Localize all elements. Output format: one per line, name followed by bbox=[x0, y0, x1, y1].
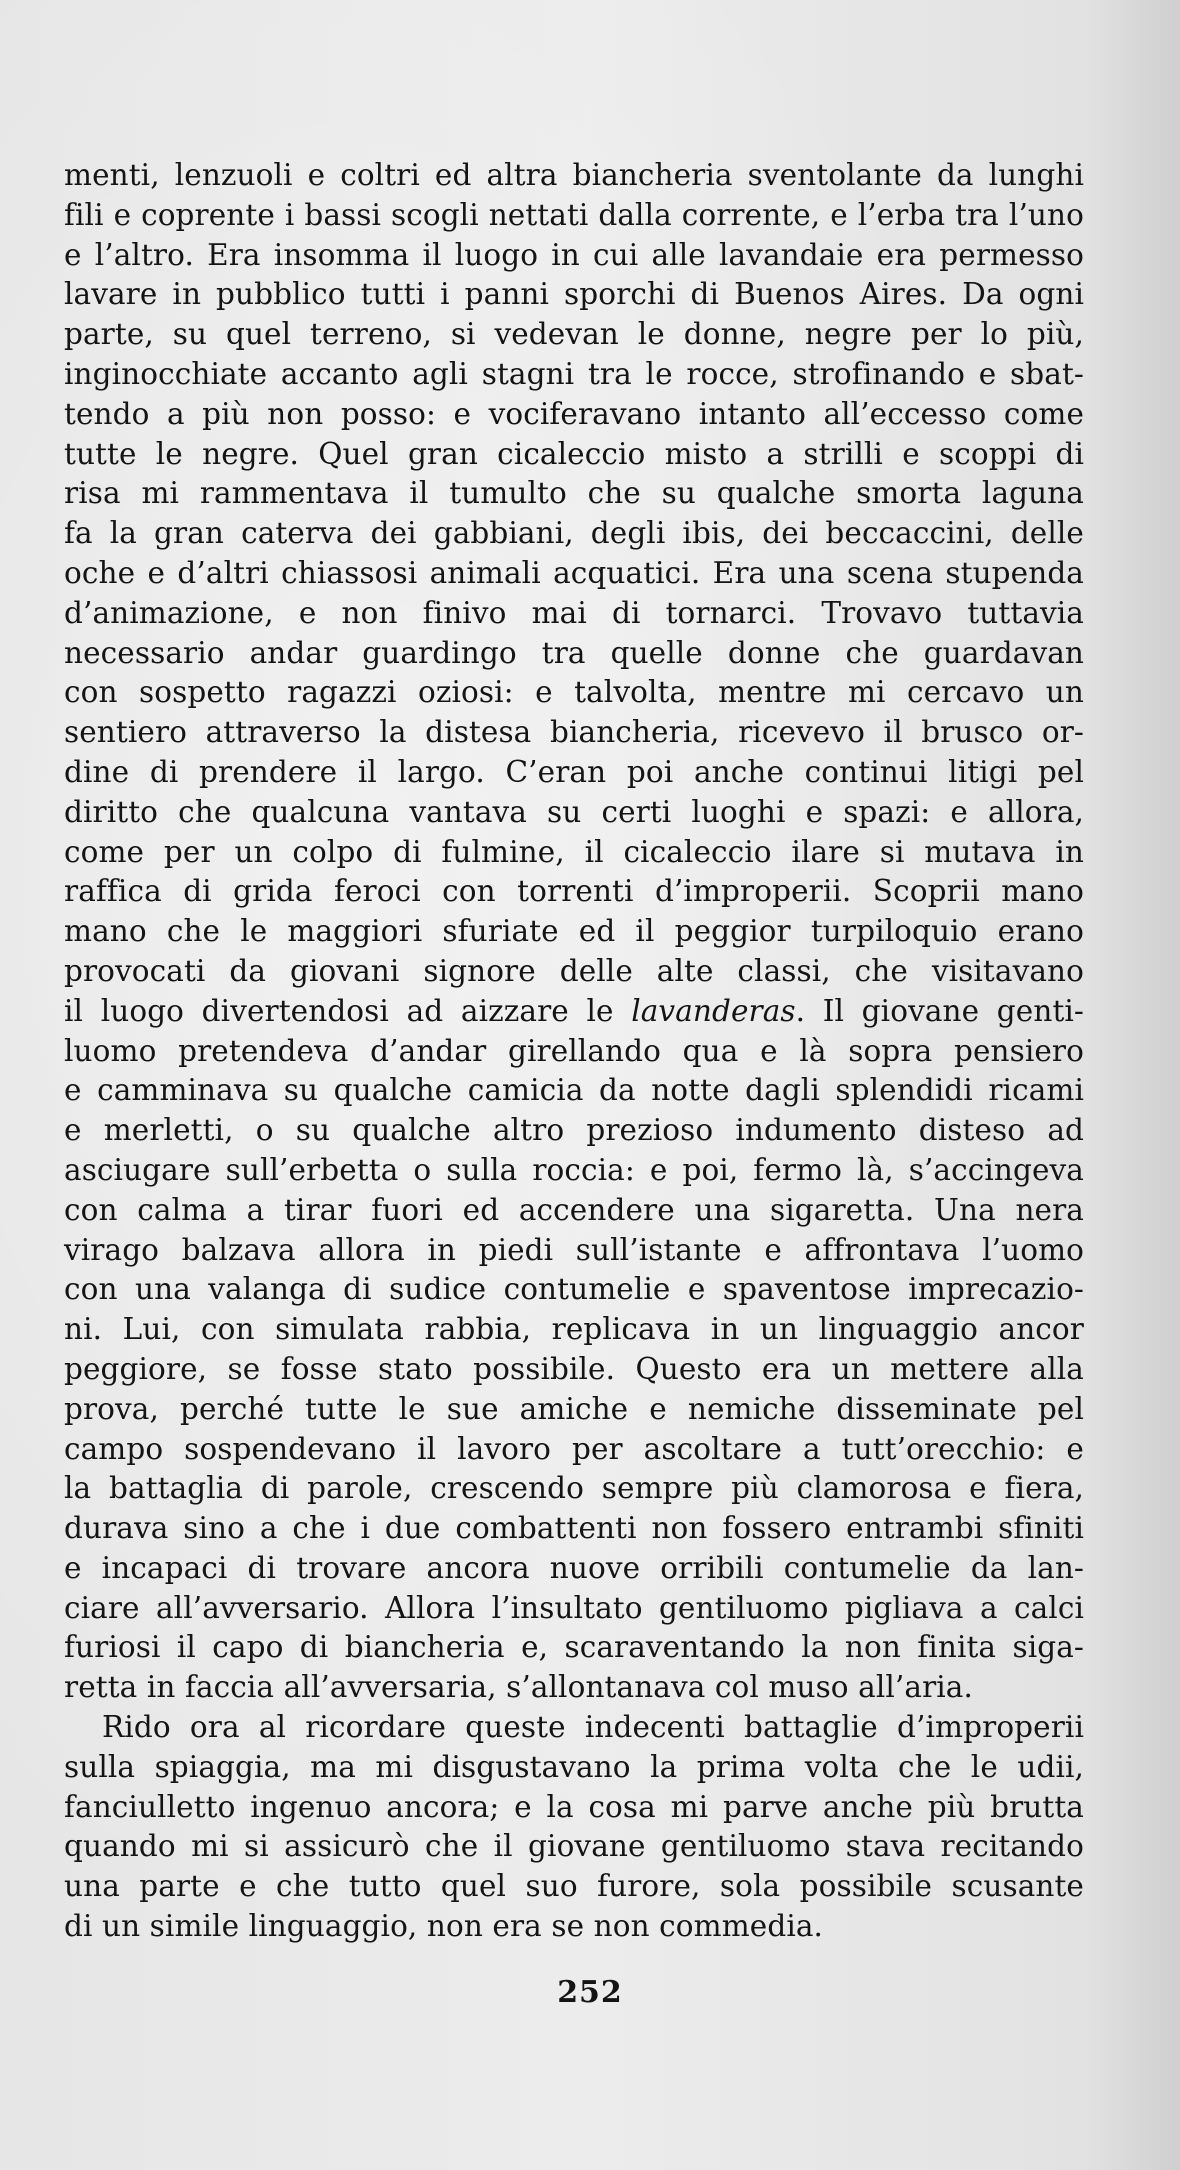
text-line: risa mi rammentava il tumulto che su qualche smorta laguna bbox=[64, 476, 1084, 511]
text-line: fanciulletto ingenuo ancora; e la cosa mi parve anche più brutta bbox=[64, 1789, 1084, 1824]
text-line: sentiero attraverso la distesa biancheria, ricevevo il brusco or- bbox=[64, 715, 1084, 750]
text-line: lavare in pubblico tutti i panni sporchi di Buenos Aires. Da ogni bbox=[64, 277, 1084, 312]
text-line: e camminava su qualche camicia da notte dagli splendidi ricami bbox=[64, 1073, 1084, 1108]
text-line: come per un colpo di fulmine, il cicaleccio ilare si mutava in bbox=[64, 834, 1084, 869]
text-line: sulla spiaggia, ma mi disgustavano la prima volta che le udii, bbox=[64, 1749, 1084, 1784]
text-line: ni. Lui, con simulata rabbia, replicava in un linguaggio ancor bbox=[64, 1312, 1084, 1347]
text-line: fili e coprente i bassi scogli nettati dalla corrente, e l’erba tra l’uno bbox=[64, 197, 1084, 232]
text-line: virago balzava allora in piedi sull’istante e affrontava l’uomo bbox=[64, 1232, 1084, 1267]
text-line: quando mi si assicurò che il giovane gentiluomo stava recitando bbox=[64, 1829, 1084, 1864]
text-line: prova, perché tutte le sue amiche e nemiche disseminate pel bbox=[64, 1391, 1084, 1426]
page-number: 252 bbox=[557, 1975, 623, 2010]
text-segment: il luogo divertendosi ad aizzare le bbox=[64, 993, 632, 1028]
text-line: asciugare sull’erbetta o sulla roccia: e poi, fermo là, s’accingeva bbox=[64, 1152, 1084, 1187]
text-line: di un simile linguaggio, non era se non commedia. bbox=[64, 1909, 824, 1944]
text-line: peggiore, se fosse stato possibile. Questo era un mettere alla bbox=[64, 1351, 1084, 1386]
text-line: parte, su quel terreno, si vedevan le donne, negre per lo più, bbox=[64, 317, 1084, 352]
text-line: campo sospendevano il lavoro per ascoltare a tutt’orecchio: e bbox=[64, 1431, 1084, 1466]
text-line: e incapaci di trovare ancora nuove orribili contumelie da lan- bbox=[64, 1550, 1084, 1585]
text-line: raffica di grida feroci con torrenti d’improperii. Scoprii mano bbox=[64, 874, 1084, 909]
text-line: Rido ora al ricordare queste indecenti battaglie d’improperii bbox=[102, 1710, 1084, 1745]
text-line: con una valanga di sudice contumelie e spaventose imprecazio- bbox=[64, 1272, 1084, 1307]
text-line: tendo a più non posso: e vociferavano intanto all’eccesso come bbox=[64, 396, 1084, 431]
text-line: e l’altro. Era insomma il luogo in cui alle lavandaie era permesso bbox=[64, 237, 1084, 272]
text-line: la battaglia di parole, crescendo sempre più clamorosa e fiera, bbox=[64, 1471, 1084, 1506]
text-line: inginocchiate accanto agli stagni tra le rocce, strofinando e sbat- bbox=[64, 356, 1084, 391]
text-line: diritto che qualcuna vantava su certi luoghi e spazi: e allora, bbox=[64, 794, 1084, 829]
text-line: retta in faccia all’avversaria, s’allontanava col muso all’aria. bbox=[64, 1670, 973, 1705]
text-line: ciare all’avversario. Allora l’insultato gentiluomo pigliava a calci bbox=[64, 1590, 1084, 1625]
text-line: provocati da giovani signore delle alte classi, che visitavano bbox=[64, 953, 1084, 988]
text-line: una parte e che tutto quel suo furore, sola possibile scusante bbox=[64, 1869, 1084, 1904]
text-line: tutte le negre. Quel gran cicaleccio misto a strilli e scoppi di bbox=[64, 436, 1084, 471]
text-line: oche e d’altri chiassosi animali acquatici. Era una scena stupenda bbox=[64, 555, 1084, 590]
text-segment: . Il giovane genti- bbox=[795, 993, 1085, 1028]
text-line: d’animazione, e non finivo mai di tornarci. Trovavo tuttavia bbox=[64, 595, 1084, 630]
italic-term: lavanderas bbox=[631, 993, 796, 1028]
text-line: durava sino a che i due combattenti non fossero entrambi sfiniti bbox=[64, 1511, 1084, 1546]
text-line: con calma a tirar fuori ed accendere una sigaretta. Una nera bbox=[64, 1192, 1084, 1227]
text-line: luomo pretendeva d’andar girellando qua e là sopra pensiero bbox=[64, 1033, 1084, 1068]
text-line: mano che le maggiori sfuriate ed il peggior turpiloquio erano bbox=[64, 914, 1084, 949]
body-text bbox=[64, 156, 1084, 1947]
text-line: menti, lenzuoli e coltri ed altra biancheria sventolante da lunghi bbox=[64, 158, 1084, 192]
paragraph bbox=[64, 156, 1084, 1708]
text-line: e merletti, o su qualche altro prezioso indumento disteso ad bbox=[64, 1113, 1084, 1148]
paragraph bbox=[64, 1708, 1084, 1947]
text-line: dine di prendere il largo. C’eran poi anche continui litigi pel bbox=[64, 754, 1084, 789]
text-line: fa la gran caterva dei gabbiani, degli ibis, dei beccaccini, delle bbox=[64, 516, 1084, 551]
text-line: furiosi il capo di biancheria e, scaraventando la non finita siga- bbox=[64, 1630, 1084, 1665]
text-line: con sospetto ragazzi oziosi: e talvolta, mentre mi cercavo un bbox=[64, 675, 1084, 710]
text-line: necessario andar guardingo tra quelle donne che guardavan bbox=[64, 635, 1084, 670]
text-line bbox=[64, 992, 1084, 1032]
